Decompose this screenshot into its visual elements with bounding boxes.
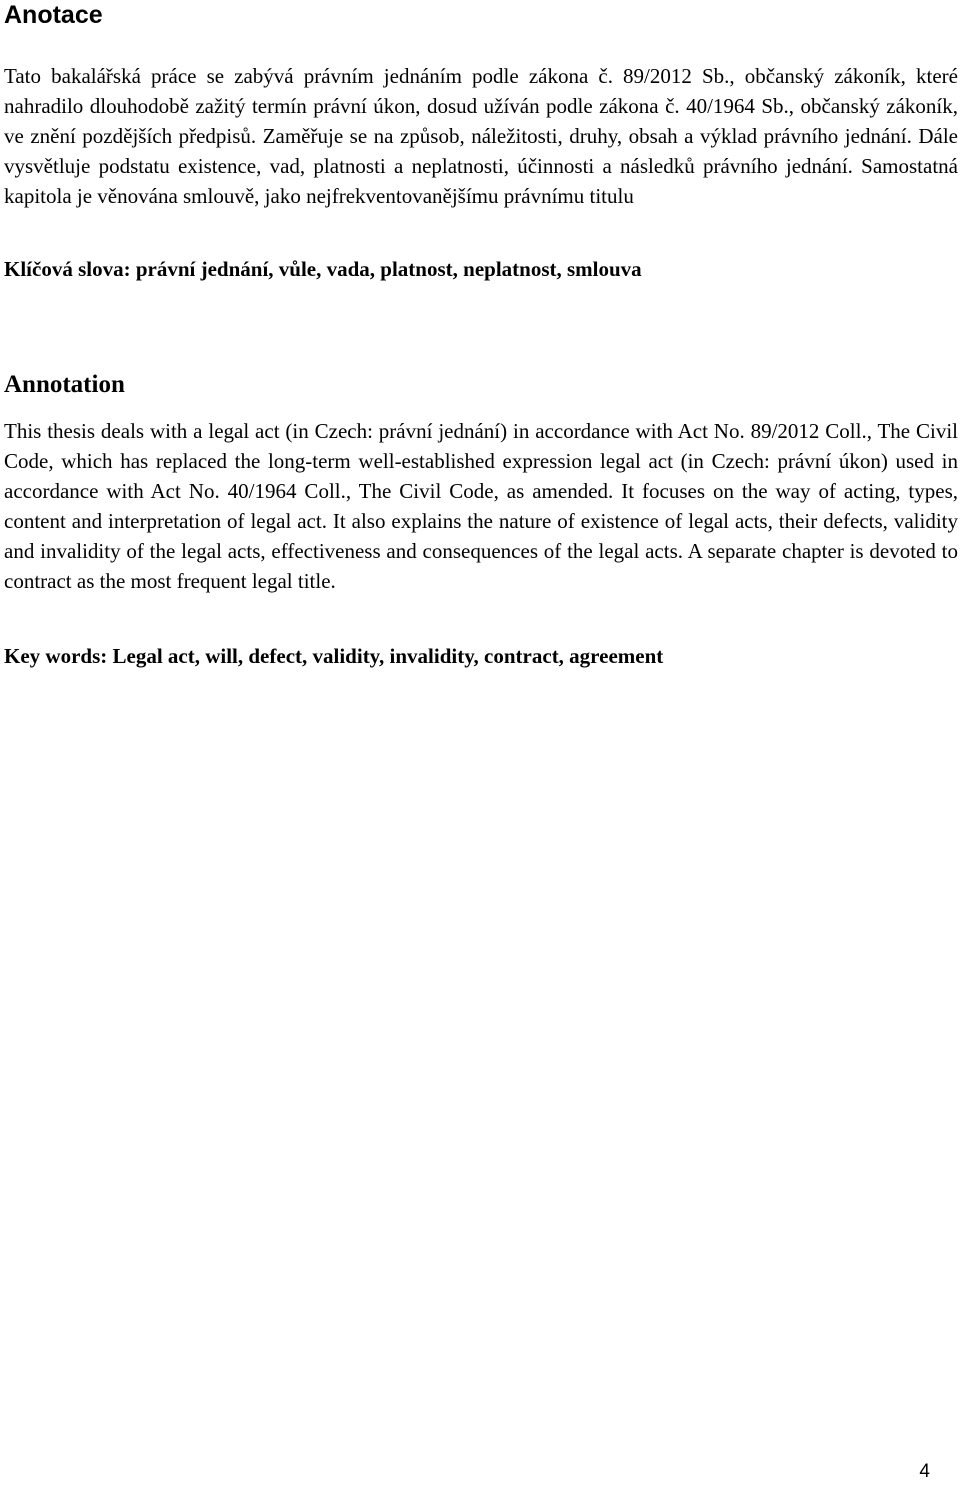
czech-abstract-heading: Anotace [4, 1, 103, 29]
english-keywords: Key words: Legal act, will, defect, validity, invalidity, contract, agreement [4, 644, 664, 668]
page-number: 4 [919, 1461, 930, 1482]
english-abstract-text: This thesis deals with a legal act (in Czech: právní jednání) in accordance with Act No. 89/2012 Coll., The Civil Code, which has replaced the long-term well-established expression legal act (in Czech: právní úkon) used in accordance with Act No. 40/1964 Coll., The Civil Code, as amended. It focuses on the way of acting, types, content and interpretation of legal act. It also explains the nature of existence of legal acts, their defects, validity and invalidity of the legal acts, effectiveness and consequences of the legal acts. A separate chapter is devoted to contract as the most frequent legal title. [4, 419, 958, 593]
czech-keywords: Klíčová slova: právní jednání, vůle, vada, platnost, neplatnost, smlouva [4, 257, 642, 281]
czech-abstract-text: Tato bakalářská práce se zabývá právním jednáním podle zákona č. 89/2012 Sb., občanský zákoník, které nahradilo dlouhodobě zažitý termín právní úkon, dosud užíván podle zákona č. 40/1964 Sb., občanský zákoník, ve znění pozdějších předpisů. Zaměřuje se na způsob, náležitosti, druhy, obsah a výklad právního jednání. Dále vysvětluje podstatu existence, vad, platnosti a neplatnosti, účinnosti a následků právního jednání. Samostatná kapitola je věnována smlouvě, jako nejfrekventovanějšímu právnímu titulu [4, 64, 958, 208]
english-abstract-heading: Annotation [4, 371, 125, 398]
